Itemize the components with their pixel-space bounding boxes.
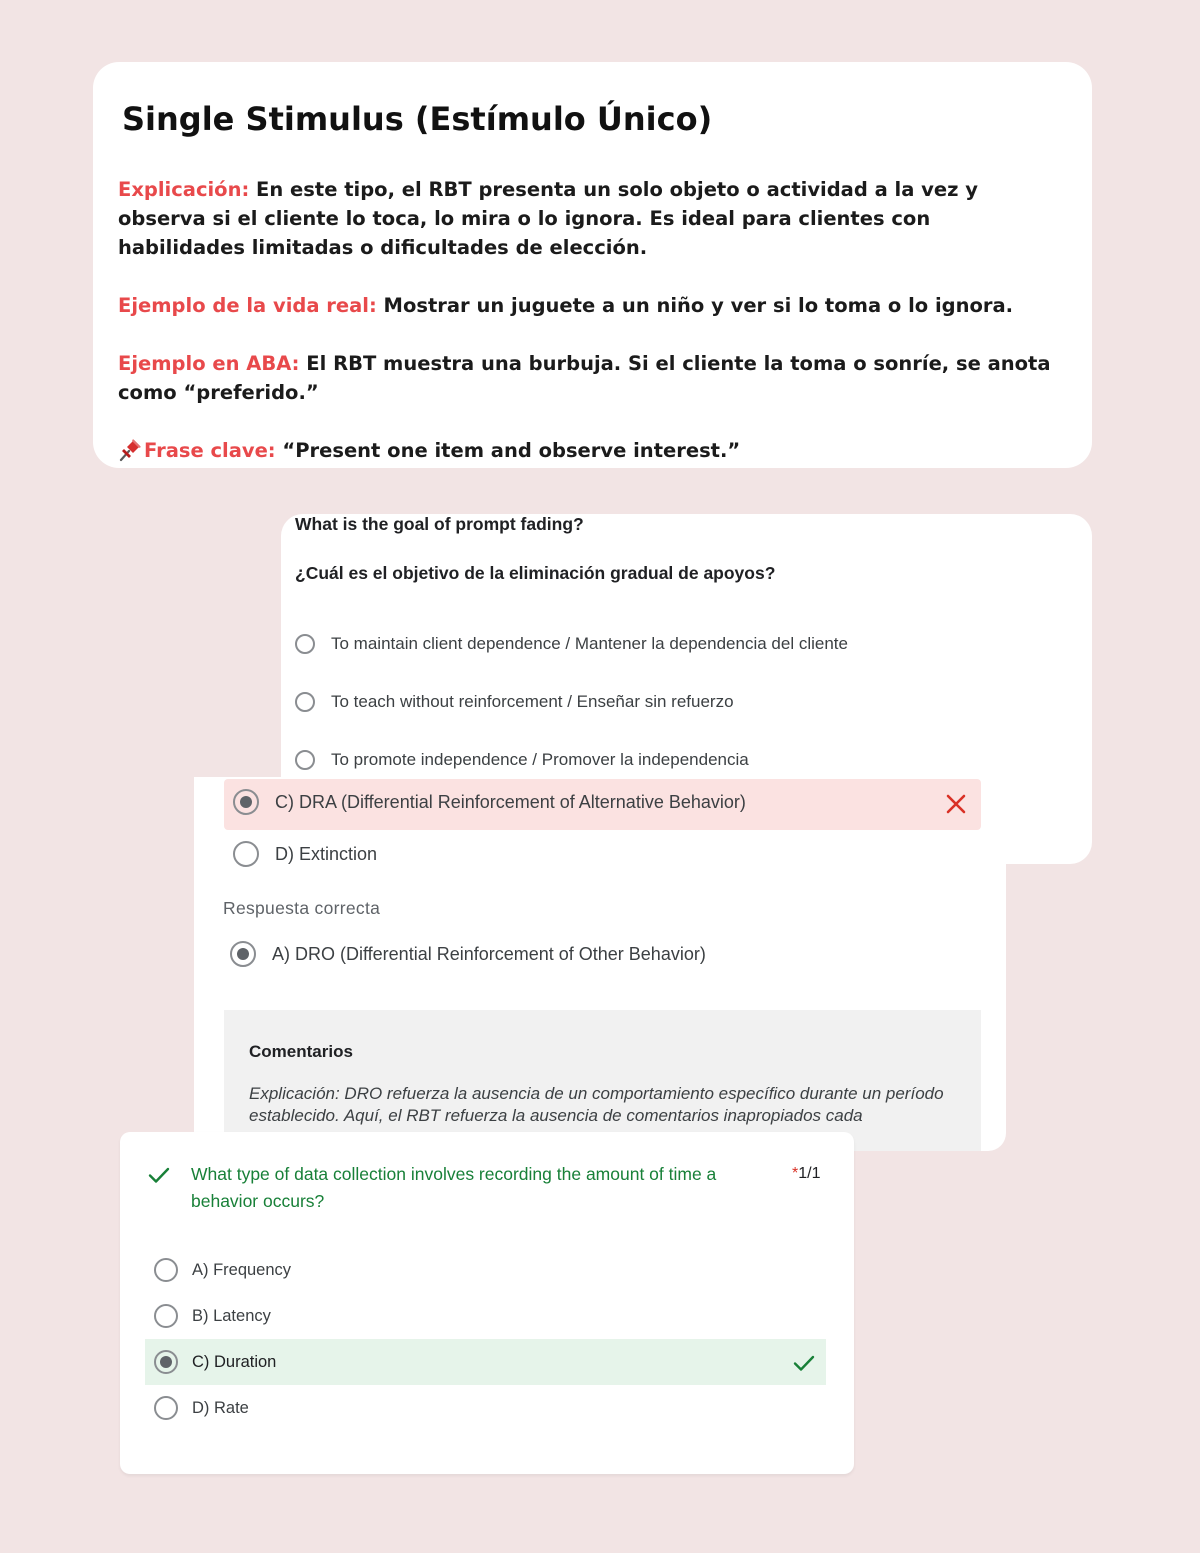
radio-button[interactable]	[154, 1258, 178, 1282]
option-label: B) Latency	[192, 1306, 271, 1325]
close-icon	[945, 793, 967, 815]
frase-clave-text: “Present one item and observe interest.”	[275, 439, 741, 462]
radio-button[interactable]	[295, 634, 315, 654]
score-value: 1/1	[798, 1165, 821, 1182]
question-line-1: What type of data collection involves recording the amount of time a	[191, 1164, 717, 1184]
aba-paragraph	[118, 349, 1058, 407]
option-c-dra-selected[interactable]	[233, 789, 746, 815]
vida-real-paragraph	[118, 291, 1058, 320]
explicacion-label: Explicación:	[118, 178, 250, 201]
option-label: C) Duration	[192, 1352, 277, 1371]
dro-answer-card	[194, 777, 1006, 1151]
correct-answer-option	[230, 941, 706, 967]
explicacion-paragraph	[118, 175, 1058, 262]
aba-text: El RBT muestra una burbuja. Si el cliente la toma o sonríe, se anota como “preferido.”	[118, 352, 1051, 404]
option-d-rate[interactable]	[154, 1396, 249, 1420]
question-spanish: ¿Cuál es el objetivo de la eliminación gradual de apoyos?	[295, 563, 776, 583]
check-icon	[147, 1163, 171, 1187]
question-english: What is the goal of prompt fading?	[295, 514, 584, 534]
option-label: D) Rate	[192, 1398, 249, 1417]
radio-button[interactable]	[295, 750, 315, 770]
option-teach-without-reinforcement[interactable]	[295, 692, 734, 712]
score-badge	[792, 1165, 820, 1183]
frase-clave-label: Frase clave:	[144, 439, 276, 462]
option-label: A) Frequency	[192, 1260, 292, 1279]
radio-button-selected	[230, 941, 256, 967]
pushpin-icon	[118, 436, 144, 462]
aba-label: Ejemplo en ABA:	[118, 352, 300, 375]
card-title: Single Stimulus (Estímulo Único)	[122, 100, 713, 138]
comments-title: Comentarios	[249, 1042, 353, 1061]
single-stimulus-card	[93, 62, 1092, 468]
comments-text: Explicación: DRO refuerza la ausencia de un comportamiento específico durante un período establecido. Aquí, el RBT refuerza la ausencia de comentarios inapropiados cada	[249, 1084, 944, 1125]
question-text	[186, 1161, 766, 1215]
explicacion-text: En este tipo, el RBT presenta un solo objeto o actividad a la vez y observa si el cliente lo toca, lo mira o lo ignora. Es ideal para clientes con habilidades limitadas o dificultades de elección.	[118, 178, 978, 259]
option-label: To promote independence / Promover la independencia	[331, 750, 749, 769]
option-promote-independence[interactable]	[295, 750, 749, 770]
radio-button-selected[interactable]	[233, 789, 259, 815]
vida-real-label: Ejemplo de la vida real:	[118, 294, 377, 317]
option-d-extinction[interactable]	[233, 841, 377, 867]
frase-clave-paragraph	[118, 436, 1058, 465]
correct-answer-label: Respuesta correcta	[223, 898, 381, 918]
vida-real-text: Mostrar un juguete a un niño y ver si lo toma o lo ignora.	[376, 294, 1014, 317]
question-line-2: behavior occurs?	[191, 1191, 325, 1211]
radio-button[interactable]	[154, 1304, 178, 1328]
option-label: D) Extinction	[275, 843, 378, 864]
duration-question-card	[120, 1132, 854, 1474]
option-maintain-dependence[interactable]	[295, 634, 848, 654]
option-label: A) DRO (Differential Reinforcement of Other Behavior)	[272, 943, 706, 964]
option-label: To teach without reinforcement / Enseñar sin refuerzo	[331, 692, 734, 711]
option-c-duration-selected[interactable]	[154, 1350, 276, 1374]
radio-button-selected[interactable]	[154, 1350, 178, 1374]
radio-button[interactable]	[233, 841, 259, 867]
option-label: C) DRA (Differential Reinforcement of Alternative Behavior)	[275, 791, 746, 812]
comments-box	[224, 1010, 981, 1151]
option-label: To maintain client dependence / Mantener la dependencia del cliente	[331, 634, 848, 653]
radio-button[interactable]	[295, 692, 315, 712]
option-a-frequency[interactable]	[154, 1258, 291, 1282]
option-b-latency[interactable]	[154, 1304, 271, 1328]
check-icon	[792, 1351, 816, 1375]
radio-button[interactable]	[154, 1396, 178, 1420]
required-mark: *	[792, 1165, 799, 1182]
